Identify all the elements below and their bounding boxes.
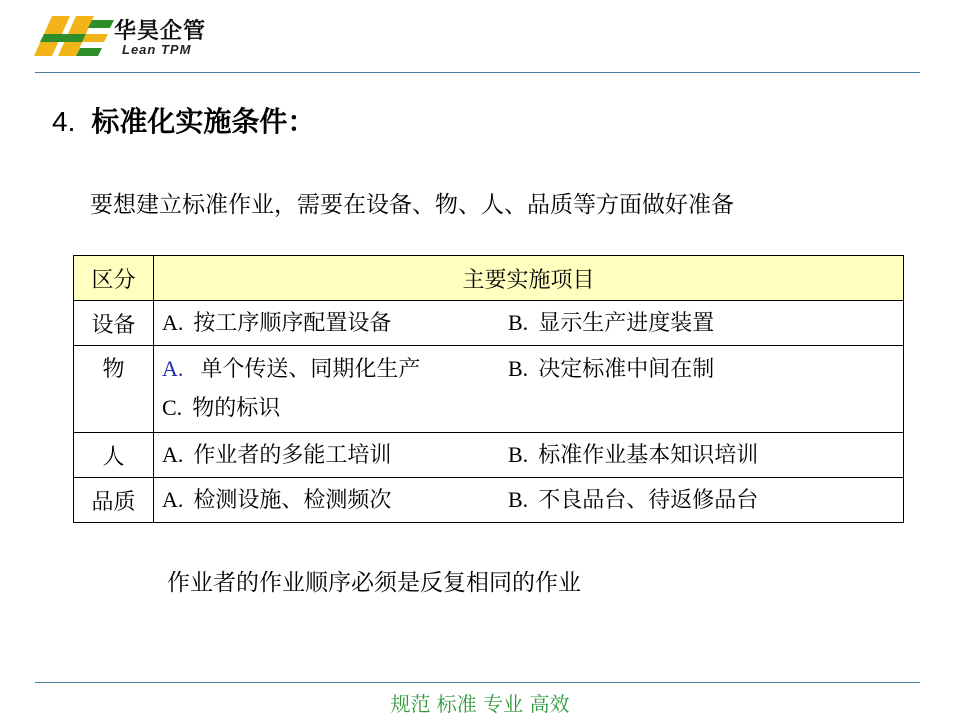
item-letter: A. <box>162 441 184 467</box>
items-cell <box>154 478 904 523</box>
table-row <box>74 478 904 523</box>
category-cell: 设备 <box>74 301 154 346</box>
section-title: 标准化实施条件： <box>91 105 316 138</box>
item-letter: B. <box>508 441 529 467</box>
item-letter: B. <box>508 356 529 381</box>
table-header-items: 主要实施项目 <box>154 256 904 301</box>
intro-text: 要想建立标准作业，需要在设备、物、人、品质等方面做好准备 <box>90 192 734 218</box>
company-logo <box>30 12 220 60</box>
item-text: 单个传送、同期化生产 <box>200 357 421 382</box>
item-text: 不良品台、待返修品台 <box>538 487 759 513</box>
logo-english-name: Lean TPM <box>122 42 192 57</box>
item-text: 决定标准中间在制 <box>538 357 715 382</box>
table-row <box>74 433 904 478</box>
category-cell: 物 <box>74 346 154 433</box>
item-text: 标准作业基本知识培训 <box>538 442 759 468</box>
item-a <box>162 304 508 343</box>
items-cell <box>154 346 904 433</box>
item-letter: A. <box>162 486 184 512</box>
item-a <box>162 350 508 389</box>
table-row <box>74 301 904 346</box>
implementation-table <box>73 255 904 523</box>
item-c <box>162 389 280 428</box>
item-b <box>508 481 758 520</box>
item-text: 检测设施、检测频次 <box>193 487 392 513</box>
company-logo-mark-icon <box>30 12 118 60</box>
header-divider <box>35 72 920 73</box>
table-header-row <box>74 256 904 301</box>
items-cell <box>154 301 904 346</box>
footer-motto: 规范 标准 专业 高效 <box>390 692 570 716</box>
item-b <box>508 436 758 475</box>
item-text: 作业者的多能工培训 <box>193 442 392 468</box>
item-a <box>162 436 508 475</box>
section-heading <box>52 100 315 140</box>
item-text: 物的标识 <box>192 396 281 421</box>
item-a <box>162 481 508 520</box>
category-cell: 品质 <box>74 478 154 523</box>
section-number: 4. <box>52 106 76 137</box>
item-text: 按工序顺序配置设备 <box>193 310 392 336</box>
item-letter: A. <box>162 309 184 335</box>
item-letter: B. <box>508 486 529 512</box>
item-text: 显示生产进度装置 <box>538 310 715 336</box>
note-text: 作业者的作业顺序必须是反复相同的作业 <box>167 570 581 596</box>
table-row <box>74 346 904 433</box>
category-cell: 人 <box>74 433 154 478</box>
table-header-category: 区分 <box>74 256 154 301</box>
item-letter: C. <box>162 395 183 420</box>
item-letter: B. <box>508 309 529 335</box>
item-b <box>508 304 714 343</box>
footer-divider <box>35 682 920 683</box>
item-b <box>508 350 714 389</box>
items-cell <box>154 433 904 478</box>
item-letter: A. <box>162 356 184 381</box>
logo-chinese-name: 华昊企管 <box>114 19 207 44</box>
